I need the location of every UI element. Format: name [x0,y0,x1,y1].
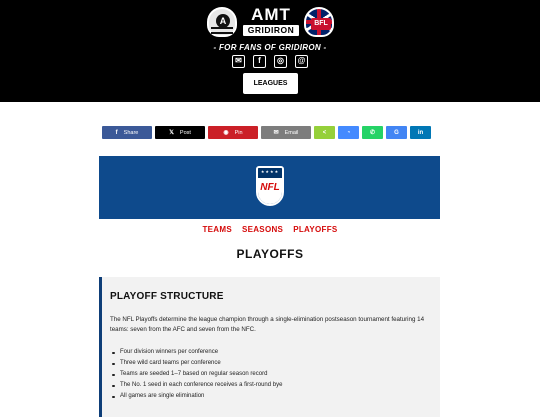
threads-icon[interactable]: @ [295,55,308,68]
share-label: Email [284,129,299,136]
share-sharethis-icon: < [322,129,327,136]
share-pinterest-button[interactable] [208,126,258,139]
share-linkedin-button[interactable] [410,126,431,139]
facemask [211,27,233,34]
share-google-icon: G [394,129,399,136]
share-x-icon: 𝕏 [169,130,174,136]
share-linkedin-icon: in [417,129,424,136]
social-links [232,55,308,69]
share-whatsapp-icon: ✆ [369,130,376,136]
shield-top [258,168,282,179]
envelope-icon[interactable]: ✉ [232,55,245,68]
list-item: Teams are seeded 1–7 based on regular season record [110,369,430,380]
site-logo[interactable] [207,6,335,40]
share-label: Pin [234,129,243,136]
league-subnav [0,225,540,234]
subnav-seasons[interactable]: SEASONS [241,225,284,234]
shield-stars: ★★★★ [260,169,280,174]
share-facebook-button[interactable] [102,126,152,139]
section-description: The NFL Playoffs determine the league champion through a single-elimination postseason tournament featuring 14 teams: seven from the AFC and seven from the NFC. [110,316,425,333]
share-x-button[interactable] [155,126,205,139]
share-email-icon: ✉ [273,130,279,136]
share-whatsapp-button[interactable] [362,126,383,139]
share-sharethis-button[interactable] [314,126,335,139]
share-messenger-icon: ◔ [346,129,351,136]
leagues-button[interactable]: LEAGUES [243,73,298,94]
share-facebook-icon: f [115,129,118,136]
subnav-playoffs[interactable]: PLAYOFFS [293,225,338,234]
list-item: Four division winners per conference [110,347,430,358]
share-bar [102,126,438,139]
logo-sub: GRIDIRON [243,25,299,36]
facebook-icon[interactable]: f [253,55,266,68]
logo-word: AMT [251,5,291,24]
subnav-teams[interactable]: TEAMS [202,225,232,234]
list-item: The No. 1 seed in each conference receives a first-round bye [110,380,430,391]
structure-list [110,347,430,402]
shield-letters: NFL [260,182,280,193]
section-heading: PLAYOFF STRUCTURE [110,291,224,302]
share-google-button[interactable] [386,126,407,139]
instagram-icon[interactable]: ◎ [274,55,287,68]
tagline: - FOR FANS OF GRIDIRON - [213,43,327,52]
page-title: PLAYOFFS [236,247,304,261]
list-item: Three wild card teams per conference [110,358,430,369]
list-item: All games are single elimination [110,391,430,402]
playoff-structure-card [99,277,440,417]
nfl-banner [99,156,440,219]
share-messenger-button[interactable] [338,126,359,139]
share-label: Post [179,129,191,136]
nfl-shield-icon [256,166,284,206]
site-header [0,0,540,102]
share-email-button[interactable] [261,126,311,139]
helmet-mark: A [216,14,230,28]
share-label: Share [123,129,139,136]
share-pinterest-icon: ◉ [223,130,229,136]
logo-wordmark [240,6,302,40]
bfl-mark: BFL [311,18,331,30]
union-jack-helmet-icon [304,7,334,37]
helmet-logo-icon [207,7,237,37]
